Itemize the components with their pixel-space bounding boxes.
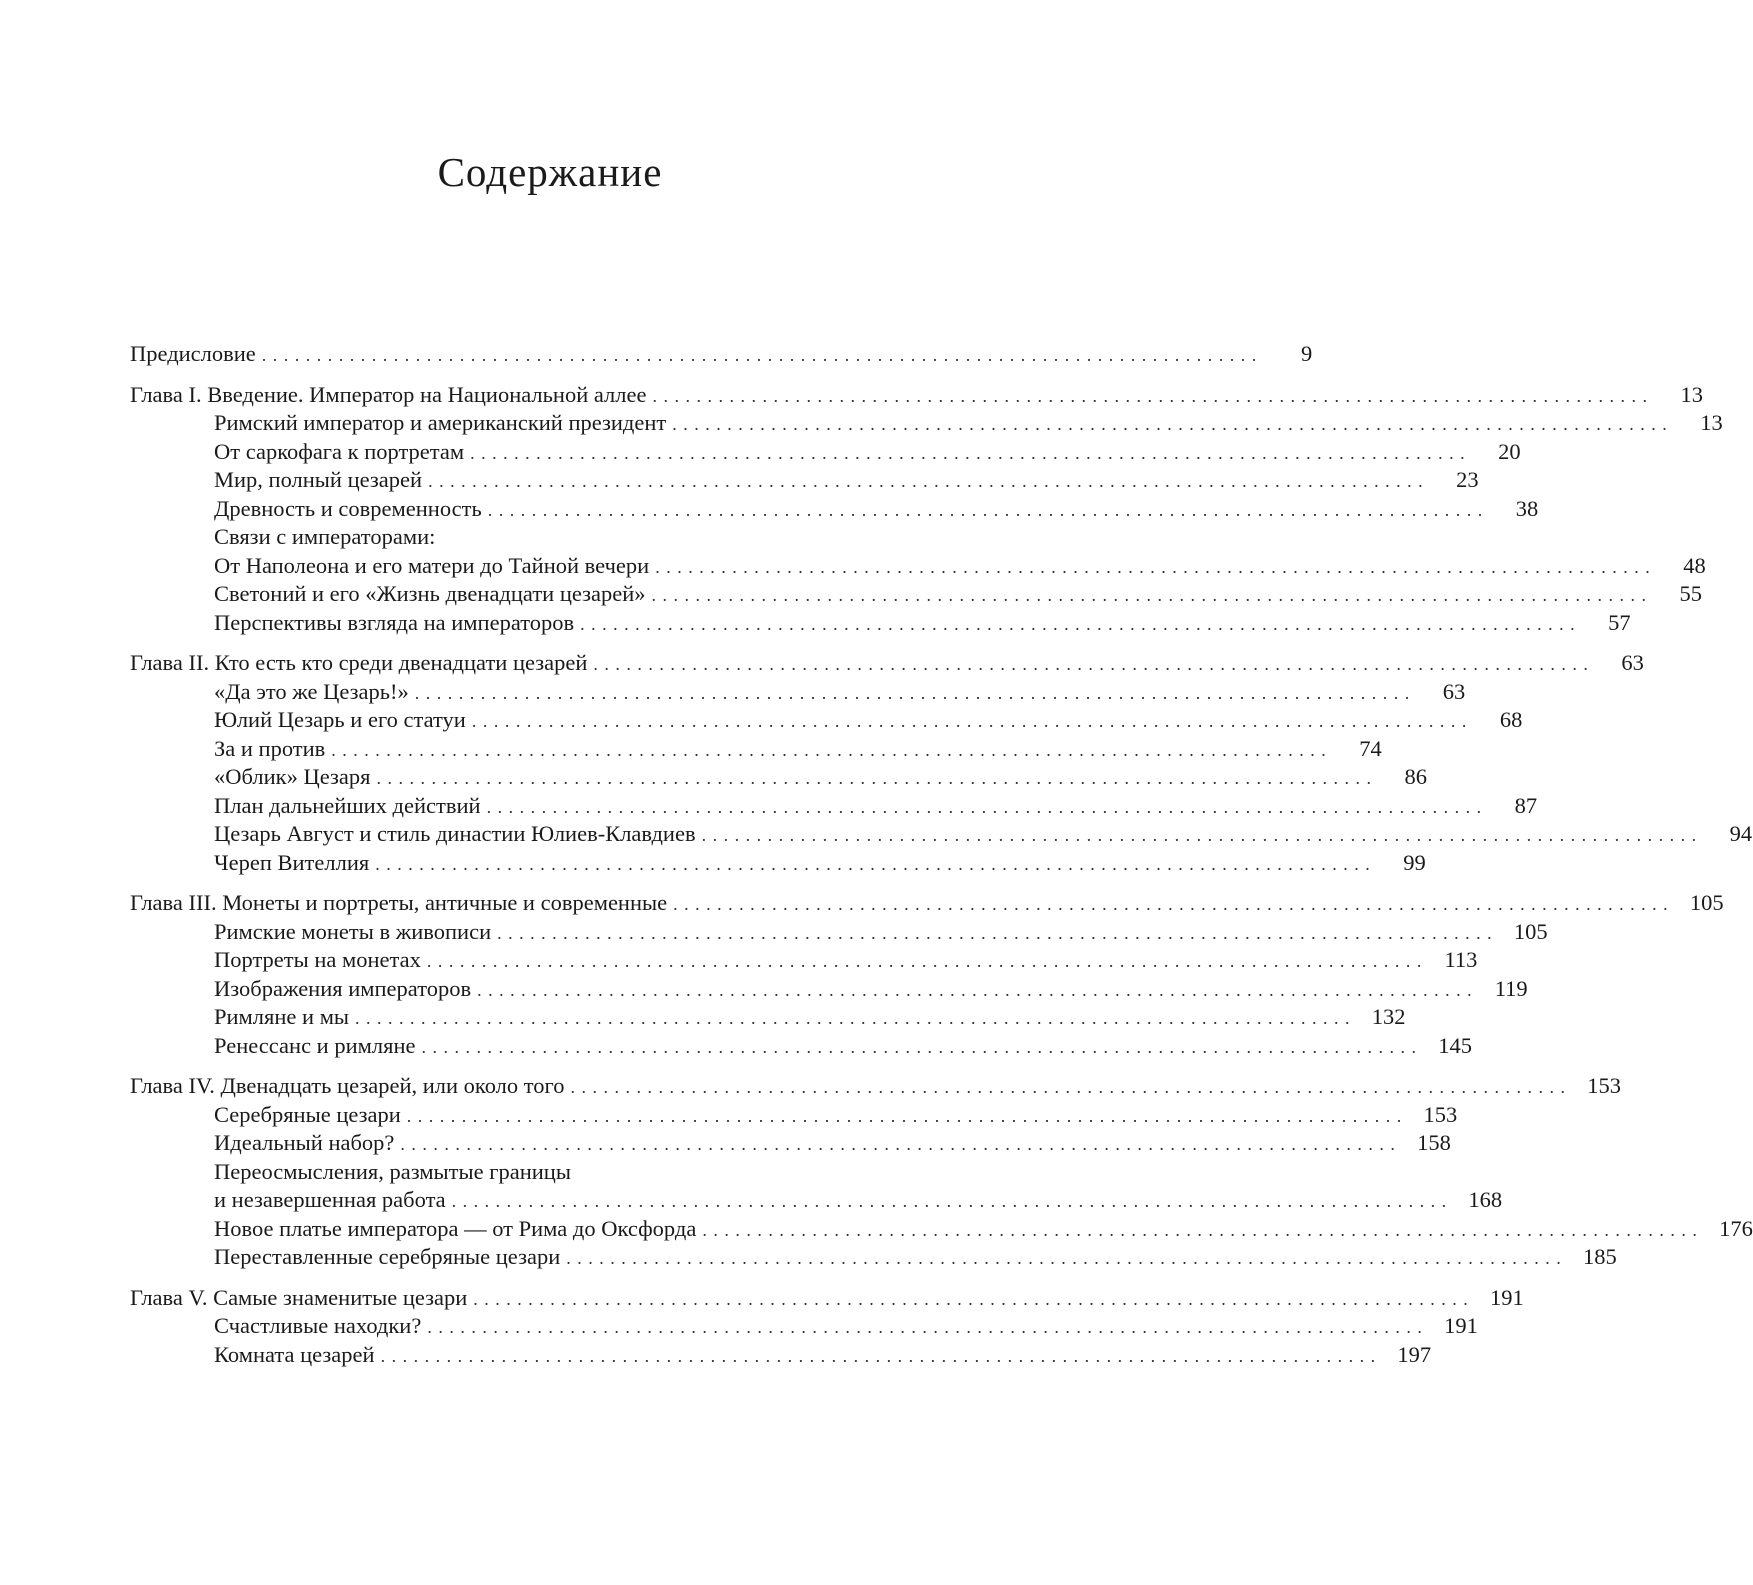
toc-entry-title: Юлий Цезарь и его статуи [214,707,466,732]
toc-page-number: 99 [1403,849,1426,875]
toc-chapter-block [130,340,1313,369]
toc-entry-title: Предисловие [130,341,256,366]
toc-dot-leader [702,821,1697,850]
toc-entry-title: Изображения императоров [214,975,472,1001]
toc-entry-title: Римские монеты в живописи [214,918,492,944]
toc-dot-leader [655,553,1650,582]
toc-entry-title: Глава V. Самые знаменитые цезари [130,1284,468,1310]
toc-dot-leader [673,890,1668,919]
toc-entry-title: Глава I. Введение. Император на Национальной аллее [130,381,647,407]
toc-page-number: 63 [1442,678,1466,704]
toc-entry-title: Римляне и мы [214,1004,350,1029]
toc-dot-leader [470,439,1465,468]
toc-page-number: 105 [1513,918,1548,944]
toc-subentry[interactable] [130,552,1706,581]
toc-entry-title: От Наполеона и его матери до Тайной вечери [214,552,650,578]
toc-page-number: 191 [1444,1313,1478,1338]
toc-subentry[interactable] [130,1186,1503,1215]
toc-dot-leader [702,1216,1697,1245]
toc-subentry[interactable] [130,792,1538,821]
toc-chapter-block [130,1072,1753,1272]
toc-subentry[interactable] [130,1003,1406,1032]
toc-dot-leader [653,382,1648,411]
toc-entry-title: План дальнейших действий [214,792,481,818]
toc-subentry[interactable] [130,1158,861,1187]
toc-entry-title: Портреты на монетах [214,947,421,972]
toc-entry-title: От саркофага к портретам [214,438,465,464]
toc-dot-leader [497,919,1492,948]
toc-subentry[interactable] [130,1215,1753,1244]
toc-entry[interactable] [130,889,1724,918]
toc-subentry[interactable] [130,820,1753,849]
toc-entry[interactable] [130,649,1644,678]
toc-page-number: 153 [1587,1073,1621,1098]
toc-chapter-block [130,381,1723,638]
toc-dot-leader [488,496,1483,525]
toc-entry-title: Идеальный набор? [214,1130,395,1155]
toc-dot-leader [415,679,1410,708]
toc-entry-title: Глава III. Монеты и портреты, античные и современные [130,890,668,915]
toc-page-number: 86 [1404,764,1427,789]
toc-entry-title: Переосмысления, размытые границы [214,1158,571,1184]
toc-subentry[interactable] [130,1341,1432,1370]
toc-page-number: 168 [1468,1187,1503,1212]
toc-subentry[interactable] [130,946,1478,975]
toc-dot-leader [570,1073,1565,1102]
toc-page-number: 113 [1444,947,1478,972]
toc-dot-leader [487,793,1482,822]
toc-page-number: 185 [1582,1244,1617,1269]
toc-dot-leader [407,1102,1402,1131]
toc-dot-leader [672,410,1667,439]
toc-entry-title: и незавершенная работа [214,1187,446,1212]
toc-dot-leader [427,947,1422,976]
toc-subentry[interactable] [130,735,1382,764]
toc-subentry[interactable] [130,849,1426,878]
toc-page-number: 48 [1683,552,1706,578]
toc-entry-title: Комната цезарей [214,1341,375,1367]
toc-subentry[interactable] [130,1312,1478,1341]
toc-dot-leader [421,1033,1416,1062]
toc-page-number: 153 [1423,1101,1458,1127]
toc-chapter-block [130,889,1724,1060]
toc-page-number: 57 [1608,609,1631,635]
toc-subentry[interactable] [130,678,1466,707]
toc-entry-title: Светоний и его «Жизнь двенадцати цезарей» [214,581,646,606]
toc-subentry[interactable] [130,409,1723,438]
toc-page-number: 20 [1498,438,1521,464]
page-title: Содержание [437,149,663,195]
toc-entry-title: Серебряные цезари [214,1101,401,1127]
toc-subentry[interactable] [130,609,1631,638]
toc-dot-leader [452,1187,1447,1216]
toc-page-number: 191 [1490,1284,1524,1310]
toc-entry-title: Цезарь Август и стиль династии Юлиев-Клавдиев [214,821,696,846]
toc-dot-leader [262,341,1257,370]
toc-dot-leader [652,581,1647,610]
toc-entry-title: Новое платье императора — от Рима до Оксфорда [214,1215,697,1241]
toc-entry-title: «Облик» Цезаря [214,764,371,789]
toc-dot-leader [381,1342,1376,1371]
toc-entry-title: Череп Вителлия [214,849,370,875]
toc-subentry[interactable] [130,1101,1458,1130]
toc-entry-title: Мир, полный цезарей [214,467,423,492]
toc-entry-title: Счастливые находки? [214,1313,422,1338]
toc-subentry[interactable] [130,1129,1451,1158]
toc-subentry[interactable] [130,1243,1617,1272]
toc-dot-leader [376,764,1371,793]
toc-subentry[interactable] [130,466,1479,495]
toc-subentry[interactable] [130,975,1528,1004]
toc-page-number: 13 [1680,381,1703,407]
toc-entry-title: Ренессанс и римляне [214,1032,416,1058]
toc-entry-title: Древность и современность [214,495,482,521]
toc-page-number: 197 [1397,1341,1432,1367]
toc-dot-leader [580,610,1575,639]
toc-page-number: 38 [1515,495,1539,521]
toc-page-number: 23 [1456,467,1479,492]
toc-subentry[interactable] [130,918,1548,947]
toc-entry[interactable] [130,1072,1621,1101]
toc-page-number: 68 [1499,707,1523,732]
toc-page-number: 13 [1700,410,1723,435]
toc-dot-leader [427,1313,1422,1342]
toc-page-number: 119 [1494,975,1528,1001]
toc-subentry[interactable] [130,580,1703,609]
toc-page-number: 63 [1621,650,1644,675]
toc-page-number: 94 [1729,821,1753,846]
toc-page-number: 145 [1438,1032,1472,1058]
toc-chapter-block [130,649,1753,877]
toc-dot-leader [400,1130,1395,1159]
toc-entry-title: Связи с императорами: [214,524,436,549]
toc-entry-title: Переставленные серебряные цезари [214,1244,561,1269]
toc-entry-title: Римский император и американский президент [214,410,667,435]
toc-dot-leader [428,467,1423,496]
toc-page-number: 158 [1417,1130,1451,1155]
toc-dot-leader [473,1285,1468,1314]
toc-page-number: 105 [1689,890,1724,915]
toc-page-number: 87 [1514,792,1538,818]
toc-entry-title: Глава IV. Двенадцать цезарей, или около того [130,1073,565,1098]
toc-subentry[interactable] [130,495,1539,524]
toc-dot-leader [375,850,1370,879]
toc-subentry[interactable] [130,523,861,552]
toc-dot-leader [331,736,1326,765]
toc-page-number: 74 [1359,735,1382,761]
toc-entry[interactable] [130,340,1313,369]
toc-page-number: 132 [1371,1004,1406,1029]
toc-entry[interactable] [130,381,1703,410]
toc-dot-leader [472,707,1467,736]
toc-entry-title: За и против [214,735,326,761]
toc-dot-leader [477,976,1472,1005]
toc-entry[interactable] [130,1284,1524,1313]
toc-subentry[interactable] [130,706,1523,735]
toc-subentry[interactable] [130,438,1521,467]
toc-subentry[interactable] [130,1032,1472,1061]
table-of-contents [130,340,1753,1381]
toc-chapter-block [130,1284,1524,1370]
toc-dot-leader [566,1244,1561,1273]
toc-dot-leader [593,650,1588,679]
toc-page-number: 9 [1301,341,1313,366]
toc-subentry[interactable] [130,763,1427,792]
toc-page-number: 55 [1679,581,1703,606]
toc-dot-leader [355,1004,1350,1033]
toc-page-number: 176 [1719,1215,1753,1241]
toc-entry-title: Глава II. Кто есть кто среди двенадцати цезарей [130,650,588,675]
toc-entry-title: Перспективы взгляда на императоров [214,609,575,635]
toc-entry-title: «Да это же Цезарь!» [214,678,409,704]
